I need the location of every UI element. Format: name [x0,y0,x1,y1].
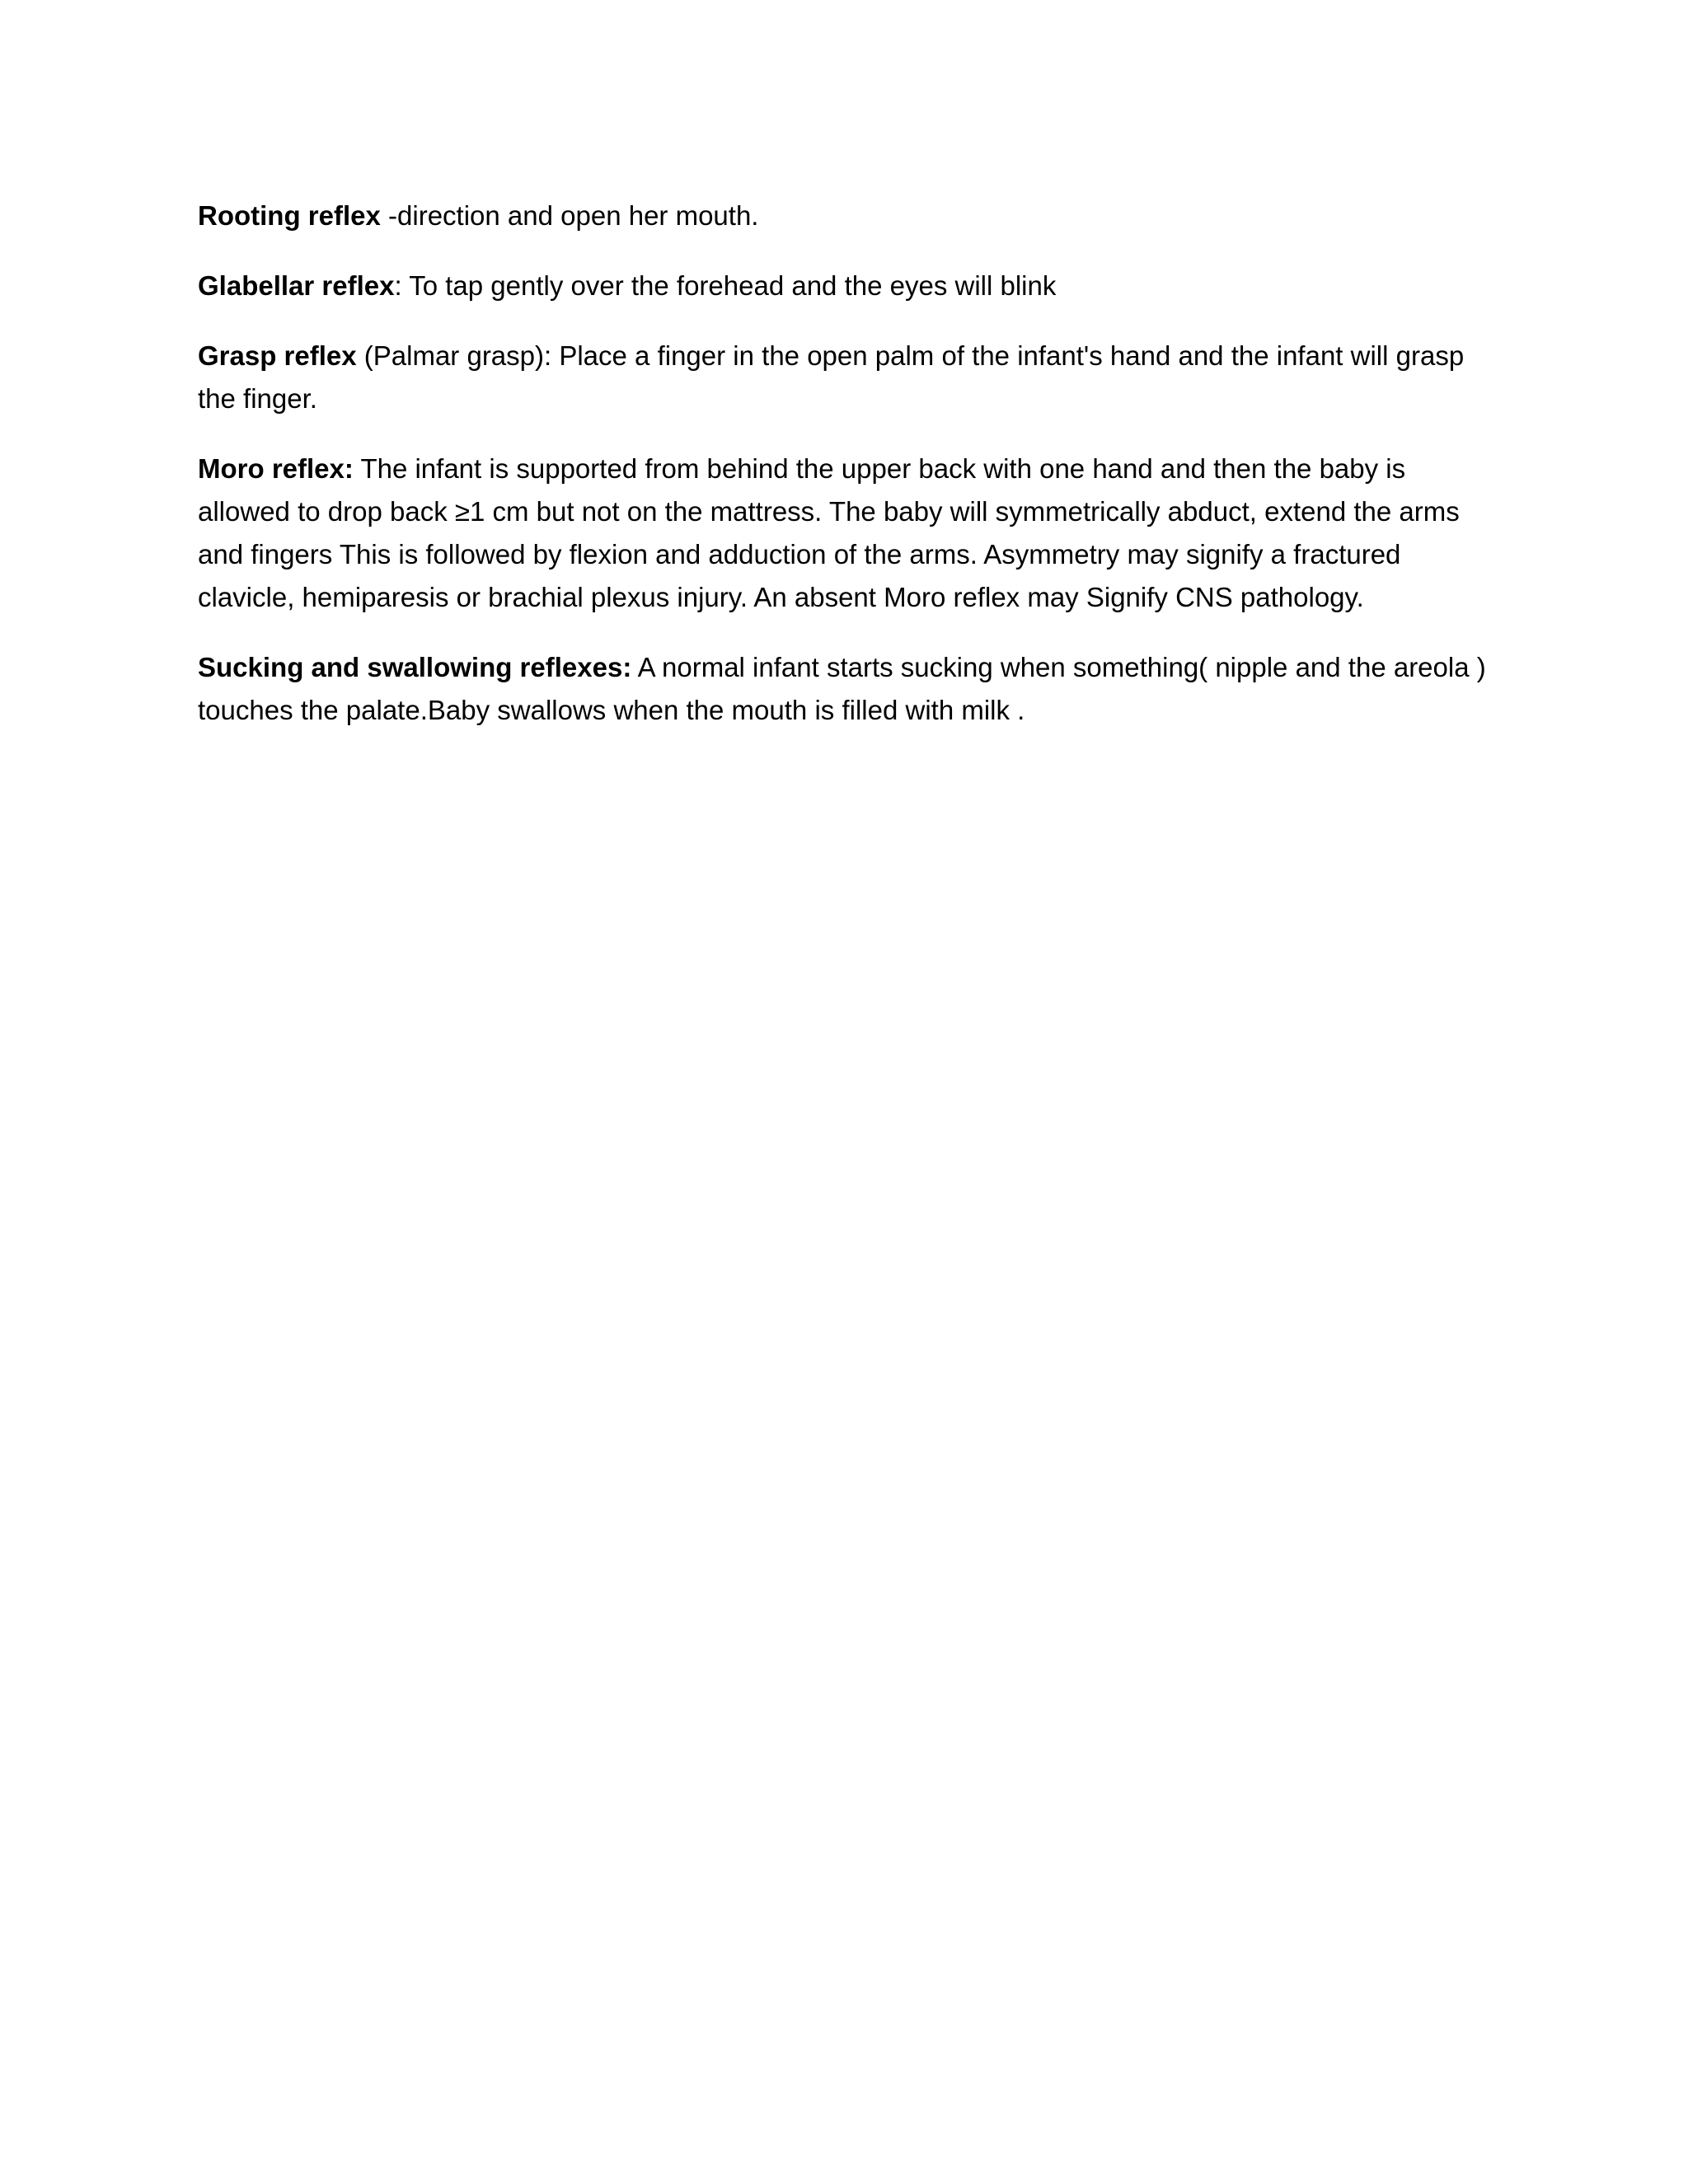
paragraph-rooting-reflex [198,194,1500,237]
description-sucking-swallowing-reflexes: A normal infant starts sucking when something( nipple and the areola ) touches the palate.Baby swallows when the mouth is filled with milk . [198,652,1486,725]
term-glabellar-reflex: Glabellar reflex [198,270,395,301]
paragraph-moro-reflex [198,448,1500,619]
term-moro-reflex: Moro reflex: [198,453,354,484]
description-moro-reflex: The infant is supported from behind the upper back with one hand and then the baby is allowed to drop back ≥1 cm but not on the mattress. The baby will symmetrically abduct, extend the arms and fingers This is followed by flexion and adduction of the arms. Asymmetry may signify a fractured clavicle, hemiparesis or brachial plexus injury. An absent Moro reflex may Signify CNS pathology. [198,453,1460,612]
document-body [198,194,1500,759]
term-sucking-swallowing-reflexes: Sucking and swallowing reflexes: [198,652,632,682]
paragraph-glabellar-reflex [198,265,1500,307]
paragraph-sucking-swallowing-reflexes [198,646,1500,732]
description-grasp-reflex: (Palmar grasp): Place a finger in the open palm of the infant's hand and the infant will grasp the finger. [198,340,1465,414]
term-rooting-reflex: Rooting reflex [198,200,381,231]
term-grasp-reflex: Grasp reflex [198,340,357,371]
description-glabellar-reflex: : To tap gently over the forehead and the eyes will blink [394,270,1057,301]
description-rooting-reflex: -direction and open her mouth. [380,200,759,231]
paragraph-grasp-reflex [198,335,1500,420]
